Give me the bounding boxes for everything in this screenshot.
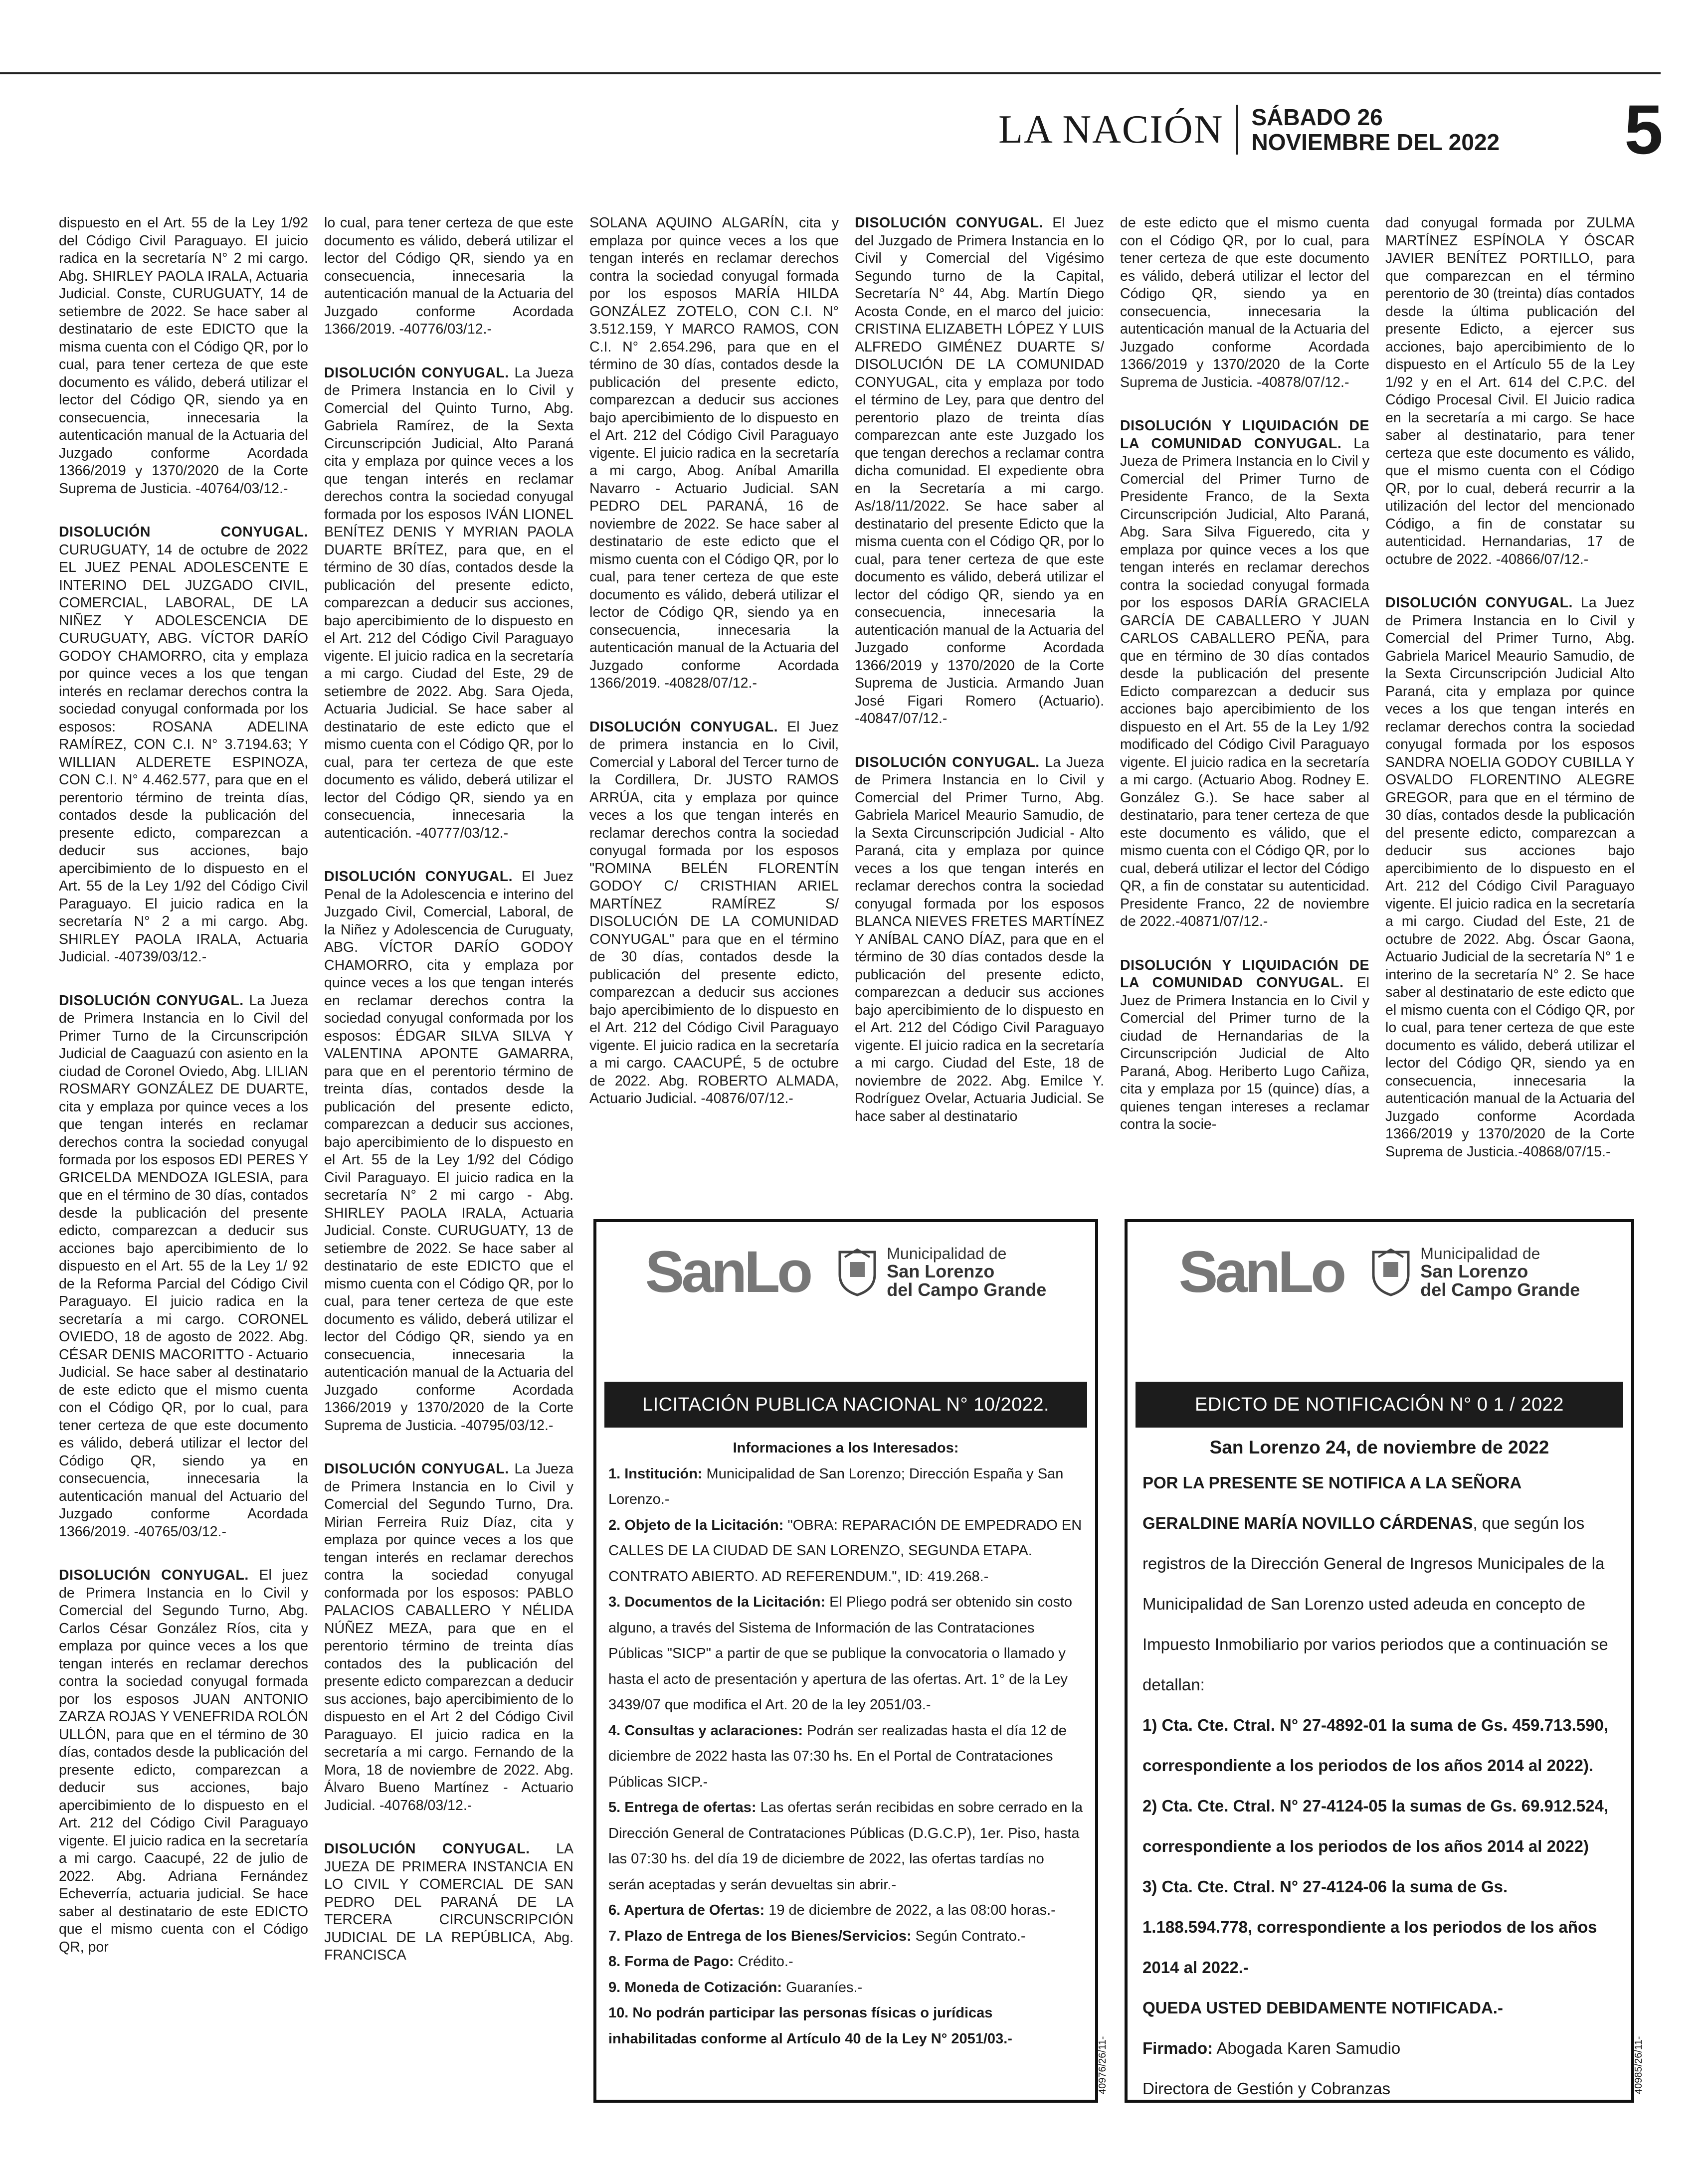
licitacion-item — [608, 2000, 1083, 2052]
notice-heading: DISOLUCIÓN CONYUGAL. — [589, 719, 778, 735]
column-3 — [589, 214, 839, 1207]
legal-notice — [589, 214, 839, 693]
notice-text: dispuesto en el Art. 55 de la Ley 1/92 del Código Civil Paraguayo. El juicio radica en la secretaría N° 2 mi cargo. Abg. SHIRLEY PAOLA IRALA, Actuaria Judicial. Conste, CURUGUATY, 14 de setiembre de 2022. Se hace saber al destinatario de este EDICTO que la misma cuenta con el Código QR, por lo cual, para tener certeza de que este documento es válido, deberá utilizar el lector del Código QR, siendo ya en consecuencia, innecesaria la autenticación manual de la Actuaria del Juzgado conforme Acordada 1366/2019 y 1370/2020 de la Corte Suprema de Justicia. -40764/03/12.- — [59, 215, 308, 497]
edicto-notice: QUEDA USTED DEBIDAMENTE NOTIFICADA.- — [1142, 1998, 1503, 2017]
notice-text: SOLANA AQUINO ALGARÍN, cita y emplaza por quince veces a los que tengan interés en reclamar derechos contra la sociedad conyugal formada por los esposos MARÍA HILDA GONZÁLEZ ZOTELO, CON C.I. N° 3.512.159, Y MARCO RAMOS, CON C.I. N° 2.654.296, para que en el término de 30 días, contados desde la publicación del presente edicto, comparezcan a deducir sus acciones bajo apercibimiento de lo dispuesto en el Art. 212 del Código Civil Paraguayo vigente. El juicio radica en la secretaría a mi cargo, Abog. Aníbal Amarilla Navarro - Actuario Judicial. SAN PEDRO DEL PARANÁ, 16 de noviembre de 2022. Se hace saber al destinatario de este edicto que el mismo cuenta con el Código QR, por lo cual, para tener certeza de que este documento es válido, deberá utilizar el lector de Código QR, siendo ya en consecuencia, innecesaria la autenticación manual de la Actuaria del Juzgado conforme Acordada 1366/2019. -40828/07/12.- — [589, 215, 839, 691]
licitacion-ad — [593, 1219, 1098, 2103]
edicto-body-text: , que según los registros de la Dirección General de Ingresos Municipales de la Municipalidad de San Lorenzo usted adeuda en concepto de Impuesto Inmobiliario por varios periodos que a continuación se detallan: — [1142, 1514, 1608, 1694]
notice-text: El juez de Primera Instancia en lo Civil y Comercial del Segundo Turno, Abg. Carlos César González Ríos, cita y emplaza por quince veces a los que tengan interés en reclamar derechos contra la sociedad conyugal formada por los esposos JUAN ANTONIO ZARZA ROJAS Y VENEFRIDA ROLÓN ULLÓN, para que en el término de 30 días, contados desde la publicación del presente edicto, comparezcan a deducir sus acciones, bajo apercibimiento de lo dispuesto en el Art. 212 del Código Civil Paraguayo vigente. El juicio radica en la secretaría a mi cargo. Caacupé, 22 de julio de 2022. Abg. Adriana Fernández Echeverría, actuaria judicial. Se hace saber al destinatario de este EDICTO que el mismo cuenta con el Código QR, por — [59, 1567, 308, 1955]
municipality-text — [887, 1245, 1046, 1299]
ad1-code: 40976/26/11- — [1097, 2036, 1108, 2094]
coat-of-arms-icon — [1368, 1247, 1413, 1297]
licitacion-item-label: 6. Apertura de Ofertas: — [608, 1902, 765, 1918]
licitacion-item — [608, 1924, 1083, 1950]
licitacion-item — [608, 1975, 1083, 2001]
licitacion-item-text: Podrán ser realizadas hasta el día 12 de diciembre de 2022 hasta las 07:30 hs. En el Portal de Contrataciones Públicas SICP.- — [608, 1722, 1067, 1790]
muni-line-2: San Lorenzo — [1420, 1261, 1528, 1281]
licitacion-item-text: Las ofertas serán recibidas en sobre cerrado en la Dirección General de Contrataciones Públicas (D.G.C.P), 1er. Piso, hasta las 07:30 hs. del día 19 de diciembre de 2022, las ofertas tardías no serán aceptadas y serán devueltas sin abrir.- — [608, 1800, 1083, 1893]
licitacion-subtitle: Informaciones a los Interesados: — [733, 1440, 959, 1456]
legal-notice — [324, 868, 573, 1435]
licitacion-item-text: 19 de diciembre de 2022, a las 08:00 horas.- — [764, 1902, 1056, 1918]
notice-text: La Jueza de Primera Instancia en lo Civil y Comercial del Primer Turno de Presidente Franco, de la Sexta Circunscripción Judicial, Alto Paraná, Abg. Sara Silva Figueredo, cita y emplaza por quince veces a los que tengan interés en reclamar derechos contra la sociedad conyugal formada por los esposos DARÍA GRACIELA GARCÍA DE CABALLERO Y JUAN CARLOS CABALLERO PEÑA, para que en término de 30 días contados desde la publicación del presente Edicto comparezcan a deducir sus acciones bajo apercibimiento de los dispuesto en el Art. 55 de la Ley 1/92 modificado del Código Civil Paraguayo vigente. El juicio radica en la secretaría a mi cargo. (Actuario Abog. Rodney E. González G.). Se hace saber al destinatario, para tener certeza de que este documento es válido, que el mismo cuenta con el Código QR, por lo cual, deberá utilizar el lector del Código QR, a fin de constatar su autenticidad. Presidente Franco, 22 de noviembre de 2022.-40871/07/12.- — [1120, 435, 1369, 929]
edicto-title: EDICTO DE NOTIFICACIÓN N° 0 1 / 2022 — [1136, 1382, 1623, 1428]
notice-heading: DISOLUCIÓN CONYUGAL. — [324, 1841, 530, 1857]
account-item: 3) Cta. Cte. Ctral. N° 27-4124-06 la suma de Gs. 1.188.594.778, correspondiente a los periodos de los años 2014 al 2022.- — [1142, 1877, 1597, 1977]
column-6 — [1385, 214, 1635, 1187]
licitacion-item-text: Guaraníes.- — [782, 1979, 863, 1996]
ad-logos — [1128, 1222, 1631, 1322]
notice-text: CURUGUATY, 14 de octubre de 2022 EL JUEZ PENAL ADOLESCENTE E INTERINO DEL JUZGADO CIVIL, COMERCIAL, LABORAL, DE LA NIÑEZ Y ADOLESCENCIA DE CURUGUATY, ABG. VÍCTOR DARÍO GODOY CHAMORRO, cita y emplaza por quince veces a los que tengan interés en reclamar derechos contra la sociedad conyugal conformada por los esposos: ROSANA ADELINA RAMÍREZ, CON C.I. N° 3.7194.63; Y WILLIAN ALDERETE ESPINOZA, CON C.I. N° 4.462.577, para que en el perentorio término de treinta días, contados desde la publicación del presente edicto, comparezcan a deducir sus acciones, bajo apercibimiento de lo dispuesto en el Art. 55 de la Ley 1/92 del Código Civil Paraguayo. El juicio radica en la secretaría N° 2 a mi cargo. Abg. SHIRLEY PAOLA IRALA, Actuaria Judicial. -40739/03/12.- — [59, 542, 308, 965]
edicto-ad — [1125, 1219, 1634, 2103]
legal-notice — [1120, 417, 1369, 931]
edicto-items — [1142, 1705, 1616, 1988]
licitacion-item-text: Municipalidad de San Lorenzo; Dirección España y San Lorenzo.- — [608, 1465, 1064, 1507]
licitacion-item-label: 4. Consultas y aclaraciones: — [608, 1722, 803, 1739]
masthead-divider — [1236, 105, 1238, 155]
licitacion-title: LICITACIÓN PUBLICA NACIONAL N° 10/2022. — [604, 1382, 1087, 1428]
notice-text: El Juez del Juzgado de Primera Instancia en lo Civil y Comercial del Vigésimo Segundo turno de la Capital, Secretaría N° 44, Abg. Martín Diego Acosta Conde, en el marco del juicio: CRISTINA ELIZABETH LÓPEZ Y LUIS ALFREDO GIMÉNEZ DUARTE S/ DISOLUCIÓN DE LA COMUNIDAD CONYUGAL, cita y emplaza por todo el término de Ley, para que dentro del perentorio plazo de treinta días comparezcan ante este Juzgado los que tengan derechos a reclamar contra dicha comunidad. El expediente obra en la Secretaría a mi cargo. As/18/11/2022. Se hace saber al destinatario del presente Edicto que la misma cuenta con el Código QR, por lo cual, para tener certeza de que este documento es válido, deberá utilizar el lector del código QR, siendo ya en consecuencia, innecesaria la autenticación manual de la Actuaria del Juzgado conforme Acordada 1366/2019 y 1370/2020 de la Corte Suprema de Justicia. Armando Juan José Figari Romero (Actuario). -40847/07/12.- — [855, 215, 1104, 726]
licitacion-item — [608, 1461, 1083, 1513]
account-item: 1) Cta. Cte. Ctral. N° 27-4892-01 la suma de Gs. 459.713.590, correspondiente a los periodos de los años 2014 al 2022). — [1142, 1716, 1609, 1775]
notice-heading: DISOLUCIÓN CONYUGAL. — [59, 1567, 249, 1583]
muni-line-3: del Campo Grande — [887, 1279, 1047, 1300]
licitacion-item-text: Según Contrato.- — [911, 1928, 1026, 1944]
legal-notice — [855, 754, 1104, 1126]
legal-notice — [59, 1567, 308, 1956]
edicto-addressee: GERALDINE MARÍA NOVILLO CÁRDENAS — [1142, 1514, 1473, 1532]
legal-notice — [1385, 594, 1635, 1161]
sanlo-logo: SanLo — [1178, 1239, 1344, 1305]
column-2 — [324, 214, 573, 1991]
notice-heading: DISOLUCIÓN Y LIQUIDACIÓN DE LA COMUNIDAD CONYUGAL. — [1120, 957, 1369, 991]
notice-text: El Juez de Primera Instancia en lo Civil y Comercial del Primer turno de la ciudad de Hernandarias de la Circunscripción Judicial de Alto Paraná, Abog. Heriberto Lugo Cañiza, cita y emplaza por 15 (quince) días, a quienes tengan intereses a reclamar contra la socie- — [1120, 975, 1369, 1132]
notice-heading: DISOLUCIÓN CONYUGAL. — [324, 869, 513, 885]
legal-notice — [1385, 214, 1635, 568]
notice-heading: DISOLUCIÓN CONYUGAL. — [324, 364, 509, 381]
licitacion-item-label: 3. Documentos de la Licitación: — [608, 1594, 826, 1610]
licitacion-item-label: 10. No podrán participar las personas físicas o jurídicas inhabilitadas conforme al Artículo 40 de la Ley N° 2051/03.- — [608, 2005, 1012, 2047]
legal-notice — [589, 719, 839, 1108]
licitacion-body — [596, 1428, 1095, 2052]
legal-notice — [855, 214, 1104, 728]
top-rule — [0, 72, 1661, 74]
notice-text: LA JUEZA DE PRIMERA INSTANCIA EN LO CIVIL Y COMERCIAL DE SAN PEDRO DEL PARANÁ DE LA TERCERA CIRCUNSCRIPCIÓN JUDICIAL DE LA REPÚBLICA, Abg. FRANCISCA — [324, 1841, 573, 1963]
licitacion-item-text: Crédito.- — [734, 1954, 793, 1970]
muni-line-3: del Campo Grande — [1420, 1279, 1580, 1300]
masthead — [998, 90, 1663, 169]
ad2-code: 40985/26/11- — [1633, 2036, 1644, 2094]
notice-text: La Jueza de Primera Instancia en lo Civil y Comercial del Quinto Turno, Abg. Gabriela Ramírez, de la Sexta Circunscripción Judicial, Alto Paraná cita y emplaza por quince veces a los que tengan interés en reclamar derechos contra la sociedad conyugal formada por los esposos IVÁN LIONEL BENÍTEZ DENIS Y MYRIAN PAOLA DUARTE BRÍTEZ, para que, en el término de 30 días, contados desde la publicación del presente edicto, comparezcan a deducir sus acciones, bajo apercibimiento de lo dispuesto en el Art. 212 del Código Civil Paraguayo vigente. El juicio radica en la secretaría a mi cargo. Ciudad del Este, 29 de setiembre de 2022. Abg. Sara Ojeda, Actuaria Judicial. Se hace saber al destinatario de este edicto que el mismo cuenta con el Código QR, por lo cual, para ter certeza de que este documento es válido, deberá utilizar el lector del Código QR, siendo ya en consecuencia, innecesaria la autenticación. -40777/03/12.- — [324, 364, 573, 841]
sanlo-logo: SanLo — [645, 1239, 810, 1305]
muni-line-1: Municipalidad de — [887, 1245, 1007, 1263]
notice-text: La Juez de Primera Instancia en lo Civil y Comercial del Primer Turno, Abg. Gabriela Maricel Meaurio Samudio, de la Sexta Circunscripción Judicial Alto Paraná, cita y emplaza por quince veces a los que tengan interés en reclamar derechos contra la sociedad conyugal formada por los esposos SANDRA NOELIA GODOY CUBILLA Y OSVALDO FLORENTINO ALEGRE GREGOR, para que en el término de 30 días, contados desde la publicación del presente edicto, comparezcan a deducir sus acciones bajo apercibimiento de lo dispuesto en el Art. 212 del Código Civil Paraguayo vigente. El juicio radica en la secretaría a mi cargo. Ciudad del Este, 21 de octubre de 2022. Abg. Óscar Gaona, Actuario Judicial de la secretaría N° 1 e interino de la secretaría N° 2. Se hace saber al destinatario de este edicto que el mismo cuenta con el Código QR, por lo cual, para tener certeza de que este documento es válido, deberá utilizar el lector del Código QR, siendo ya en consecuencia, innecesaria la autenticación manual de la Actuaria del Juzgado conforme Acordada 1366/2019 y 1370/2020 de la Corte Suprema de Justicia.-40868/07/15.- — [1385, 595, 1635, 1160]
legal-notice — [324, 1840, 573, 1965]
coat-of-arms-icon — [835, 1247, 880, 1297]
page-number: 5 — [1624, 90, 1663, 169]
licitacion-item — [608, 1795, 1083, 1898]
legal-notice — [1120, 214, 1369, 391]
notice-text: El Juez Penal de la Adolescencia e interino del Juzgado Civil, Comercial, Laboral, de la Niñez y Adolescencia de Curuguaty, ABG. VÍCTOR DARÍO GODOY CHAMORRO, cita y emplaza por quince veces a los que tengan interés en reclamar derechos contra la sociedad conyugal conformada por los esposos: ÉDGAR SILVA SILVA Y VALENTINA APONTE GAMARRA, para que en el perentorio término de treinta días, contados desde la publicación del presente edicto, comparezcan a deducir sus acciones, bajo apercibimiento de lo dispuesto en el Art. 55 de la Ley 1/92 del Código Civil Paraguayo. El juicio radica en la secretaría N° 2 mi cargo - Abg. SHIRLEY PAOLA IRALA, Actuaria Judicial. Conste. CURUGUATY, 13 de setiembre de 2022. Se hace saber al destinatario de este EDICTO que el mismo cuenta con el Código QR, por lo cual, para tener certeza de que este documento es válido, deberá utilizar el lector del Código QR, siendo ya en consecuencia, innecesaria la autenticación manual de la Actuaria del Juzgado conforme Acordada 1366/2019 y 1370/2020 de la Corte Suprema de Justicia. -40795/03/12.- — [324, 869, 573, 1434]
licitacion-item — [608, 1513, 1083, 1590]
notice-heading: DISOLUCIÓN CONYUGAL. — [324, 1461, 509, 1477]
notice-text: lo cual, para tener certeza de que este documento es válido, deberá utilizar el lector del Código QR, siendo ya en consecuencia, innecesaria la autenticación manual de la Actuaria del Juzgado conforme Acordada 1366/2019. -40776/03/12.- — [324, 215, 573, 337]
legal-notice — [59, 524, 308, 966]
edicto-text — [1142, 1462, 1616, 1705]
newspaper-name: LA NACIÓN — [998, 107, 1224, 152]
muni-line-1: Municipalidad de — [1420, 1245, 1540, 1263]
column-1 — [59, 214, 308, 1982]
legal-notice — [59, 992, 308, 1541]
licitacion-item-label: 9. Moneda de Cotización: — [608, 1979, 782, 1996]
notice-text: de este edicto que el mismo cuenta con el Código QR, por lo cual, para tener certeza de que este documento es válido, deberá utilizar el lector del Código QR, siendo ya en consecuencia, innecesaria la autenticación manual de la Actuaria del Juzgado conforme Acordada 1366/2019 y 1370/2020 de la Corte Suprema de Justicia. -40878/07/12.- — [1120, 215, 1369, 390]
licitacion-item-label: 2. Objeto de la Licitación: — [608, 1517, 784, 1533]
notice-heading: DISOLUCIÓN CONYUGAL. — [59, 524, 308, 540]
notice-heading: DISOLUCIÓN CONYUGAL. — [855, 754, 1040, 770]
notice-text: La Jueza de Primera Instancia en lo Civil y Comercial del Primer Turno, Abg. Gabriela Maricel Meaurio Samudio, de la Sexta Circunscripción Judicial - Alto Paraná, cita y emplaza por quince veces a los que tengan interés en reclamar derechos contra la sociedad conyugal formada por los esposos BLANCA NIEVES FRETES MARTÍNEZ Y ANÍBAL CANO DÍAZ, para que en el término de 30 días contados desde la publicación del presente edicto, comparezcan a deducir sus acciones bajo apercibimiento de lo dispuesto en el Art. 212 del Código Civil Paraguayo vigente. El juicio radica en la secretaría a mi cargo. Ciudad del Este, 18 de noviembre de 2022. Abg. Emilce Y. Rodríguez Ovelar, Actuaria Judicial. Se hace saber al destinatario — [855, 754, 1104, 1124]
legal-notice — [324, 364, 573, 843]
licitacion-item-text: "OBRA: REPARACIÓN DE EMPEDRADO EN CALLES DE LA CIUDAD DE SAN LORENZO, SEGUNDA ETAPA. CONTRATO ABIERTO. AD REFERENDUM.", ID: 419.268.- — [608, 1517, 1082, 1585]
licitacion-item — [608, 1898, 1083, 1924]
notice-text: El Juez de primera instancia en lo Civil, Comercial y Laboral del Tercer turno de la Cordillera, Dr. JUSTO RAMOS ARRÚA, cita y emplaza por quince veces a los que tengan interés en reclamar derechos contra la sociedad conyugal formada por los esposos "ROMINA BELÉN FLORENTÍN GODOY C/ CRISTHIAN ARIEL MARTÍNEZ RAMÍREZ S/ DISOLUCIÓN DE LA COMUNIDAD CONYUGAL" para que en el término de 30 días, contados desde la publicación del presente edicto, comparezcan a deducir sus acciones bajo apercibimiento de lo dispuesto en el Art. 212 del Código Civil Paraguayo vigente. El juicio radica en la secretaría a mi cargo. CAACUPÉ, 5 de octubre de 2022. Abg. ROBERTO ALMADA, Actuario Judicial. -40876/07/12.- — [589, 719, 839, 1106]
notice-text: La Jueza de Primera Instancia en lo Civil del Primer Turno de la Circunscripción Judicial de Caaguazú con asiento en la ciudad de Coronel Oviedo, Abg. LILIAN ROSMARY GONZÁLEZ DE DUARTE, cita y emplaza por quince veces a los que tengan interés en reclamar derechos contra la sociedad conyugal formada por los esposos EDI PERES Y GRICELDA MENDOZA IGLESIA, para que en el término de 30 días, contados desde la publicación del presente edicto, comparezcan a deducir sus acciones bajo apercibimiento de lo dispuesto en el Art. 55 de la Ley 1/ 92 de la Reforma Parcial del Código Civil Paraguayo. El juicio radica en la secretaría a mi cargo. CORONEL OVIEDO, 18 de agosto de 2022. Abg. CÉSAR DENIS MACORITTO - Actuario Judicial. Se hace saber al destinatario de este edicto que el mismo cuenta con el Código QR, por lo cual, para tener certeza de que este documento es válido, deberá utilizar el lector del Código QR, siendo ya en consecuencia, innecesaria la autenticación manual del Actuario del Juzgado conforme Acordada 1366/2019. -40765/03/12.- — [59, 992, 308, 1540]
licitacion-item-label: 8. Forma de Pago: — [608, 1954, 734, 1970]
column-5 — [1120, 214, 1369, 1207]
column-4 — [855, 214, 1104, 1207]
licitacion-item-label: 7. Plazo de Entrega de los Bienes/Servicios: — [608, 1928, 912, 1944]
municipality-brand — [835, 1245, 1046, 1299]
muni-line-2: San Lorenzo — [887, 1261, 995, 1281]
licitacion-item-label: 1. Institución: — [608, 1465, 703, 1482]
municipality-brand — [1368, 1245, 1580, 1299]
licitacion-item — [608, 1949, 1083, 1975]
edicto-signed-name: Abogada Karen Samudio — [1213, 2039, 1401, 2057]
legal-notice — [324, 1460, 573, 1815]
licitacion-items — [608, 1461, 1083, 2052]
legal-notice — [1120, 957, 1369, 1134]
legal-notice — [324, 214, 573, 339]
issue-date — [1251, 105, 1500, 155]
notice-heading: DISOLUCIÓN CONYUGAL. — [1385, 595, 1573, 611]
licitacion-item-label: 5. Entrega de ofertas: — [608, 1800, 757, 1816]
ad-logos — [596, 1222, 1095, 1322]
issue-month-year: NOVIEMBRE DEL 2022 — [1251, 129, 1500, 155]
licitacion-item-text: El Pliego podrá ser obtenido sin costo alguno, a través del Sistema de Información de las Contrataciones Públicas "SICP" a partir de que se publique la convocatoria o llamado y hasta el acto de presentación y apertura de las ofertas. Art. 1° de la Ley 3439/07 que modifica el Art. 20 de la ley 2051/03.- — [608, 1594, 1073, 1713]
edicto-date: San Lorenzo 24, de noviembre de 2022 — [1209, 1437, 1549, 1457]
legal-notice — [59, 214, 308, 498]
edicto-body — [1128, 1428, 1631, 2109]
account-item: 2) Cta. Cte. Ctral. N° 27-4124-05 la sumas de Gs. 69.912.524, correspondiente a los periodos de los años 2014 al 2022) — [1142, 1797, 1609, 1855]
notice-text: dad conyugal formada por ZULMA MARTÍNEZ ESPÍNOLA Y ÓSCAR JAVIER BENÍTEZ PORTILLO, para que comparezcan en el término perentorio de 30 (treinta) días contados desde la última publicación del presente Edicto, a ejercer sus acciones, bajo apercibimiento de lo dispuesto en el Artículo 55 de la Ley 1/92 y en el Art. 614 del C.P.C. del Código Procesal Civil. El Juicio radica en la secretaría a mi cargo. Se hace saber al destinatario, para tener certeza que este documento es válido, que el mismo cuenta con el Código QR, por lo cual, deberá recurrir a la utilización del lector del mencionado Código, a fin de constatar su autenticidad. Hernandarias, 17 de octubre de 2022. -40866/07/12.- — [1385, 215, 1635, 567]
notice-heading: DISOLUCIÓN Y LIQUIDACIÓN DE LA COMUNIDAD CONYUGAL. — [1120, 418, 1369, 452]
municipality-text — [1420, 1245, 1580, 1299]
notice-heading: DISOLUCIÓN CONYUGAL. — [855, 215, 1044, 231]
notice-text: La Jueza de Primera Instancia en lo Civil y Comercial del Segundo Turno, Dra. Mirian Ferreira Ruiz Díaz, cita y emplaza por quince veces a los que tengan interés en reclamar derechos contra la sociedad conyugal conformada por los esposos: PABLO PALACIOS CABALLERO Y NÉLIDA NÚÑEZ MEZA, para que en el perentorio término de treinta días contados des la publicación del presente edicto comparezcan a deducir sus acciones, bajo apercibimiento de lo dispuesto en el Art 2 del Código Civil Paraguayo. El juicio radica en la secretaría a mi cargo. Fernando de la Mora, 18 de noviembre de 2022. Abg. Álvaro Bueno Martínez - Actuario Judicial. -40768/03/12.- — [324, 1461, 573, 1814]
licitacion-item — [608, 1590, 1083, 1718]
notice-heading: DISOLUCIÓN CONYUGAL. — [59, 992, 244, 1009]
edicto-signed-role: Directora de Gestión y Cobranzas — [1142, 2079, 1391, 2098]
edicto-signed-label: Firmado: — [1142, 2039, 1213, 2057]
issue-day: SÁBADO 26 — [1251, 104, 1383, 130]
licitacion-item — [608, 1718, 1083, 1796]
edicto-intro: POR LA PRESENTE SE NOTIFICA A LA SEÑORA — [1142, 1473, 1522, 1492]
